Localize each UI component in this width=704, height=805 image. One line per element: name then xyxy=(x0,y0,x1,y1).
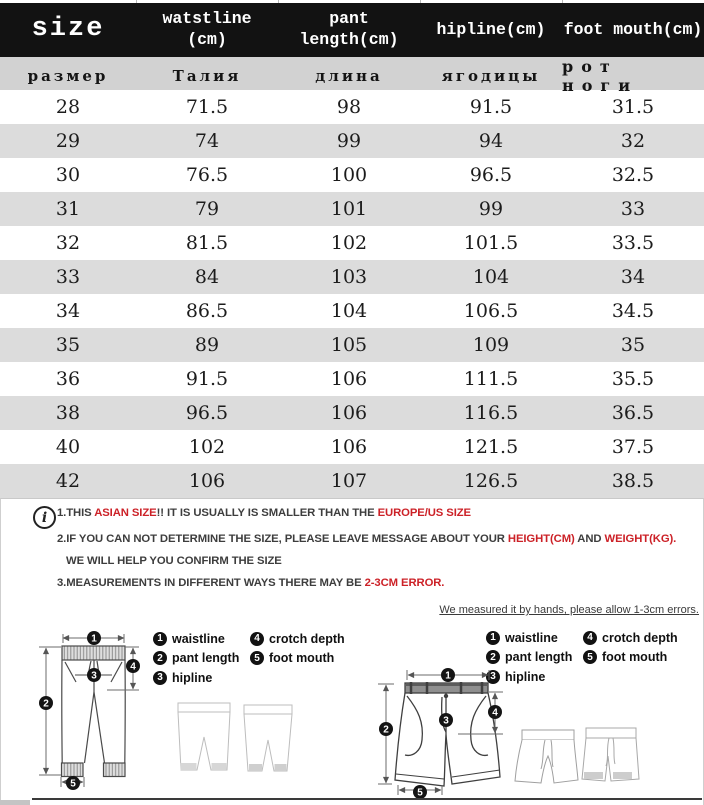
table-cell: 42 xyxy=(55,470,81,492)
note-line xyxy=(57,507,699,520)
table-cell: 106.5 xyxy=(463,300,519,322)
table-cell: 40 xyxy=(55,436,81,458)
table-cell: 96.5 xyxy=(469,164,513,186)
bottom-rule xyxy=(32,798,702,800)
table-row xyxy=(0,260,704,294)
svg-text:5: 5 xyxy=(70,778,76,790)
header-cell-2 xyxy=(278,3,420,57)
table-cell: 86.5 xyxy=(185,300,229,322)
table-cell: 32 xyxy=(620,130,646,152)
legend-number-badge: 5 xyxy=(583,650,597,664)
table-cell: 32.5 xyxy=(611,164,655,186)
pocket-left xyxy=(405,696,422,755)
table-cell: 36 xyxy=(55,368,81,390)
marker-4-crotch-depth xyxy=(126,659,140,673)
legend-label: pant length xyxy=(172,651,240,666)
legend-number-badge: 3 xyxy=(153,671,167,685)
table-cell: 109 xyxy=(472,334,510,356)
table-cell: 102 xyxy=(188,436,226,458)
legend-number-badge: 2 xyxy=(153,651,167,665)
table-subheader-row xyxy=(0,57,704,95)
note-segment: !! IT IS USUALLY IS SMALLER THAN THE xyxy=(156,507,378,519)
table-cell: 28 xyxy=(55,96,81,118)
table-cell: 106 xyxy=(188,470,226,492)
table-cell: 104 xyxy=(472,266,510,288)
table-cell: 74 xyxy=(194,130,220,152)
note-segment: WEIGHT(KG). xyxy=(604,533,677,545)
legend-number-badge: 1 xyxy=(486,631,500,645)
table-cell: 34 xyxy=(620,266,646,288)
marker-4-crotch-depth xyxy=(488,705,502,719)
header-label-line2: length(cm) xyxy=(299,30,399,49)
svg-text:3: 3 xyxy=(91,670,97,682)
table-row xyxy=(0,328,704,362)
table-cell: 30 xyxy=(55,164,81,186)
marker-3-hipline xyxy=(87,668,101,682)
table-row xyxy=(0,396,704,430)
table-cell: 33 xyxy=(620,198,646,220)
legend-label: foot mouth xyxy=(602,650,668,665)
legend-label: waistline xyxy=(172,631,225,646)
legend-number-badge: 4 xyxy=(250,632,264,646)
table-cell: 121.5 xyxy=(463,436,519,458)
small-shorts-sketch xyxy=(515,728,639,783)
table-cell: 99 xyxy=(478,198,504,220)
button xyxy=(444,694,448,698)
header-label-line1: hipline(cm) xyxy=(436,19,546,39)
table-cell: 107 xyxy=(330,470,368,492)
pants-measurement-diagram xyxy=(28,630,318,800)
table-cell: 79 xyxy=(194,198,220,220)
marker-1-waistline xyxy=(441,668,455,682)
table-row xyxy=(0,362,704,396)
note-line xyxy=(57,577,699,590)
table-cell: 99 xyxy=(336,130,362,152)
table-cell: 35 xyxy=(620,334,646,356)
table-cell: 31.5 xyxy=(611,96,655,118)
pants-cuff-left xyxy=(62,763,84,777)
legend-label: waistline xyxy=(505,630,558,645)
table-cell: 98 xyxy=(336,96,362,118)
table-cell: 81.5 xyxy=(185,232,229,254)
table-cell: 84 xyxy=(194,266,220,288)
table-cell: 36.5 xyxy=(611,402,655,424)
table-cell: 33.5 xyxy=(611,232,655,254)
table-cell: 96.5 xyxy=(185,402,229,424)
table-cell: 35.5 xyxy=(611,368,655,390)
legend-number-badge: 2 xyxy=(486,650,500,664)
header-label-line1: watstline xyxy=(162,9,252,29)
small-pants-sketch xyxy=(178,703,292,771)
marker-5-foot-mouth xyxy=(413,785,427,799)
note-segment: EUROPE/US SIZE xyxy=(377,507,471,519)
svg-text:3: 3 xyxy=(443,715,449,727)
legend-label: crotch depth xyxy=(269,631,345,646)
pants-cuff-right xyxy=(104,763,126,777)
svg-text:1: 1 xyxy=(445,670,451,682)
legend-label: crotch depth xyxy=(602,630,678,645)
pocket-left xyxy=(65,662,76,682)
legend-label: hipline xyxy=(505,669,546,684)
svg-text:4: 4 xyxy=(492,707,498,719)
legend-number-badge: 3 xyxy=(486,670,500,684)
legend-number-badge: 1 xyxy=(153,632,167,646)
table-cell: 29 xyxy=(55,130,81,152)
table-cell: 106 xyxy=(330,402,368,424)
table-row xyxy=(0,464,704,498)
marker-3-hipline xyxy=(439,713,453,727)
table-cell: 100 xyxy=(330,164,368,186)
table-cell: 34 xyxy=(55,300,81,322)
legend-label: hipline xyxy=(172,670,213,685)
table-cell: 34.5 xyxy=(611,300,655,322)
note-segment: WE WILL HELP YOU CONFIRM THE SIZE xyxy=(66,555,282,567)
subheader-cell-1: Талия xyxy=(172,67,242,85)
header-cell-4 xyxy=(562,3,704,57)
header-label-line2: (cm) xyxy=(187,30,227,49)
table-cell: 106 xyxy=(330,368,368,390)
header-label-line1: pant xyxy=(329,9,369,29)
table-cell: 116.5 xyxy=(463,402,519,424)
table-body xyxy=(0,90,704,498)
table-row xyxy=(0,90,704,124)
table-cell: 105 xyxy=(330,334,368,356)
table-cell: 32 xyxy=(55,232,81,254)
note-segment: ASIAN SIZE xyxy=(94,507,157,519)
subheader-cell-4: рот ноги xyxy=(562,57,639,95)
note-line xyxy=(57,533,699,546)
table-header-row xyxy=(0,3,704,57)
note-segment: 2-3CM ERROR. xyxy=(364,577,445,589)
marker-5-foot-mouth xyxy=(66,776,80,790)
svg-text:4: 4 xyxy=(130,661,136,673)
pocket-right xyxy=(111,662,122,682)
subheader-cell-3: ягодицы xyxy=(441,67,541,85)
svg-text:5: 5 xyxy=(417,787,423,799)
legend-label: foot mouth xyxy=(269,651,335,666)
table-cell: 31 xyxy=(55,198,81,220)
bottom-corner-tab xyxy=(0,800,30,805)
svg-text:2: 2 xyxy=(383,724,389,736)
table-cell: 71.5 xyxy=(185,96,229,118)
svg-text:2: 2 xyxy=(43,698,49,710)
size-notes xyxy=(57,507,699,599)
table-row xyxy=(0,192,704,226)
marker-2-pant-length xyxy=(379,722,393,736)
table-cell: 76.5 xyxy=(185,164,229,186)
table-cell: 35 xyxy=(55,334,81,356)
table-cell: 101.5 xyxy=(463,232,519,254)
table-cell: 94 xyxy=(478,130,504,152)
header-label-line1: size xyxy=(31,14,105,45)
table-cell: 126.5 xyxy=(463,470,519,492)
table-row xyxy=(0,294,704,328)
legend-number-badge: 4 xyxy=(583,631,597,645)
subheader-cell-0: размер xyxy=(27,67,109,85)
header-label-line1: foot mouth(cm) xyxy=(563,19,703,39)
legend-number-badge: 5 xyxy=(250,651,264,665)
table-cell: 38.5 xyxy=(611,470,655,492)
table-cell: 103 xyxy=(330,266,368,288)
table-cell: 101 xyxy=(330,198,368,220)
table-cell: 38 xyxy=(55,402,81,424)
marker-1-waistline xyxy=(87,631,101,645)
table-row xyxy=(0,430,704,464)
header-cell-3 xyxy=(420,3,562,57)
note-line xyxy=(57,555,699,568)
note-segment: AND xyxy=(574,533,605,545)
subheader-cell-2: длина xyxy=(315,67,383,85)
table-cell: 106 xyxy=(330,436,368,458)
shorts-measurement-diagram xyxy=(358,628,670,804)
note-segment: 2.IF YOU CAN NOT DETERMINE THE SIZE, PLEASE LEAVE MESSAGE ABOUT YOUR xyxy=(57,533,508,545)
table-cell: 89 xyxy=(194,334,220,356)
header-cell-0 xyxy=(0,3,136,57)
table-cell: 111.5 xyxy=(463,368,519,390)
table-cell: 33 xyxy=(55,266,81,288)
table-row xyxy=(0,124,704,158)
header-cell-1 xyxy=(136,3,278,57)
table-row xyxy=(0,158,704,192)
pocket-right xyxy=(471,696,488,755)
table-cell: 37.5 xyxy=(611,436,655,458)
marker-2-pant-length xyxy=(39,696,53,710)
measured-by-hands-note: We measured it by hands, please allow 1-3cm errors. xyxy=(439,604,699,616)
note-segment: HEIGHT(CM) xyxy=(507,533,575,545)
svg-text:1: 1 xyxy=(91,633,97,645)
legend-label: pant length xyxy=(505,650,573,665)
info-icon: i xyxy=(33,506,56,529)
note-segment: 1.THIS xyxy=(57,507,95,519)
pants-waistband xyxy=(62,646,125,660)
table-cell: 91.5 xyxy=(469,96,513,118)
table-cell: 102 xyxy=(330,232,368,254)
table-cell: 91.5 xyxy=(185,368,229,390)
table-cell: 104 xyxy=(330,300,368,322)
table-row xyxy=(0,226,704,260)
pants-outline xyxy=(62,646,126,777)
note-segment: 3.MEASUREMENTS IN DIFFERENT WAYS THERE MAY BE xyxy=(57,577,365,589)
